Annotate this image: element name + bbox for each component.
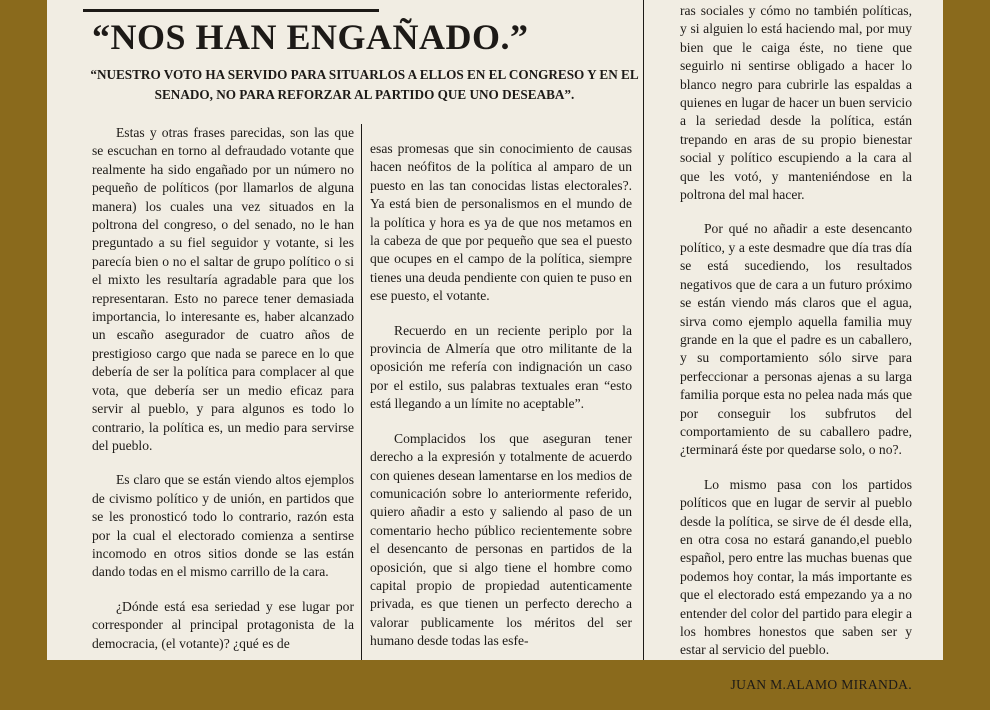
paragraph: Lo mismo pasa con los partidos políticos que en lugar de servir al pueblo desde la política, se sirve de él desde ella, en otra cosa no estará ganando,el pueblo español, pero entre las muchas buenas que podemos hoy contar, la más importante es que el electorado está empezando ya a no entender del color del partido para elegir a los hombres honestos que saben ser y estar al servicio del pueblo. — [680, 476, 912, 658]
paragraph: Complacidos los que aseguran tener derecho a la expresión y totalmente de acuerdo con quienes desean lamentarse en los medios de comunicación sobre lo anteriormente referido, quiero añadir a esto y saliendo al paso de un comentario hecho público recientemente sobre el desencanto de personas en partidos de la oposición, que si algo tiene el hombre como capital propio de propiedad autenticamente privada, es que tienen un perfecto derecho a valorar publicamente los méritos del ser humano desde todas las esfe- — [370, 430, 632, 649]
paragraph: Por qué no añadir a este desencanto político, y a este desmadre que día tras día se está sucediendo, los resultados negativos que de cara a un futuro próximo se están viendo más claros que el agua, sirva como ejemplo aquella familia muy grande en la que el padre es un caballero, y su comportamiento sólo sirve para perfeccionar a personas ajenas a su larga familia porque esta no pelea nada más que por conseguir los subfrutos del comportamiento de su caballero padre, ¿terminará éste por quedarse solo, o no?. — [680, 221, 912, 458]
paragraph: esas promesas que sin conocimiento de causas hacen neófitos de la política al amparo de un puesto en las tan conocidas listas electorales?. Ya está bien de personalismos en el mundo de la política y hora es ya de que nos metamos en la cabeza de que por pequeño que sea el puesto que ocupes en el campo de la política, siempre tienes una deuda pendiente con quien te puso en ese puesto, el votante. — [370, 141, 632, 304]
newspaper-page — [47, 0, 943, 692]
top-rule — [83, 9, 379, 12]
column-1 — [92, 124, 354, 669]
paragraph: Estas y otras frases parecidas, son las que se escuchan en torno al defraudado votante que realmente ha sido engañado por un número no pequeño de políticos (por llamarlos de alguna manera) los cuales una vez situados en la poltrona del congreso, o del senado, no le han preguntado a su fiel seguidor y votante, si les parecía bien o no el saltar de grupo político o si el mixto les resultaría agradable para que los representaran. Esto no parece tener demasiada importancia, lo interesante es, haber alcanzado un escaño asegurador de cuatro años de prestigioso cargo que nada se parece en lo que debería de ser la política para complacer al que vota, que debería ser un medio eficaz para servir al pueblo, y para algunos es todo lo contrario, la política es, un medio para servirse del pueblo. — [92, 125, 354, 453]
column-divider-1 — [361, 124, 362, 660]
paragraph: Es claro que se están viendo altos ejemplos de civismo político y de unión, en partidos que se les pronosticó todo lo contrario, razón esta por la cual el electorado comienza a sentirse incomodo en otros sitios donde se las están dando todas en el mismo carrillo de la cara. — [92, 472, 354, 580]
paragraph: Recuerdo en un reciente periplo por la provincia de Almería que otro militante de la oposición me refería con indignación un caso por el estilo, sus palabras textuales eran “esto está llegando a un límite no aceptable”. — [370, 322, 632, 412]
article-subtitle: “NUESTRO VOTO HA SERVIDO PARA SITUARLOS A ELLOS EN EL CONGRESO Y EN EL SENADO, NO PARA REFORZAR AL PARTIDO QUE UNO DESEABA”. — [90, 67, 639, 102]
paragraph: ¿Dónde está esa seriedad y ese lugar por corresponder al principal protagonista de la democracia, (el votante)? ¿qué es de — [92, 598, 354, 651]
paragraph: ras sociales y cómo no también políticas, y si alguien lo está haciendo mal, por muy bien que le caiga éste, no tiene que seguirlo ni sentirse obligado a hacer lo blanco negro para cubrirle las espaldas a quienes en lugar de hacer un buen servicio a la seriedad desde la política, están trepando en aras de su propio bienestar social y político escupiendo a la cara al que les votó, y manteniéndose en la poltrona del mal hacer. — [680, 3, 912, 203]
column-2 — [370, 140, 632, 667]
column-divider-2 — [643, 0, 644, 660]
author-signature: JUAN M.ALAMO MIRANDA. — [730, 676, 912, 692]
article-title: “NOS HAN ENGAÑADO.” — [92, 17, 529, 57]
column-3 — [680, 2, 912, 710]
